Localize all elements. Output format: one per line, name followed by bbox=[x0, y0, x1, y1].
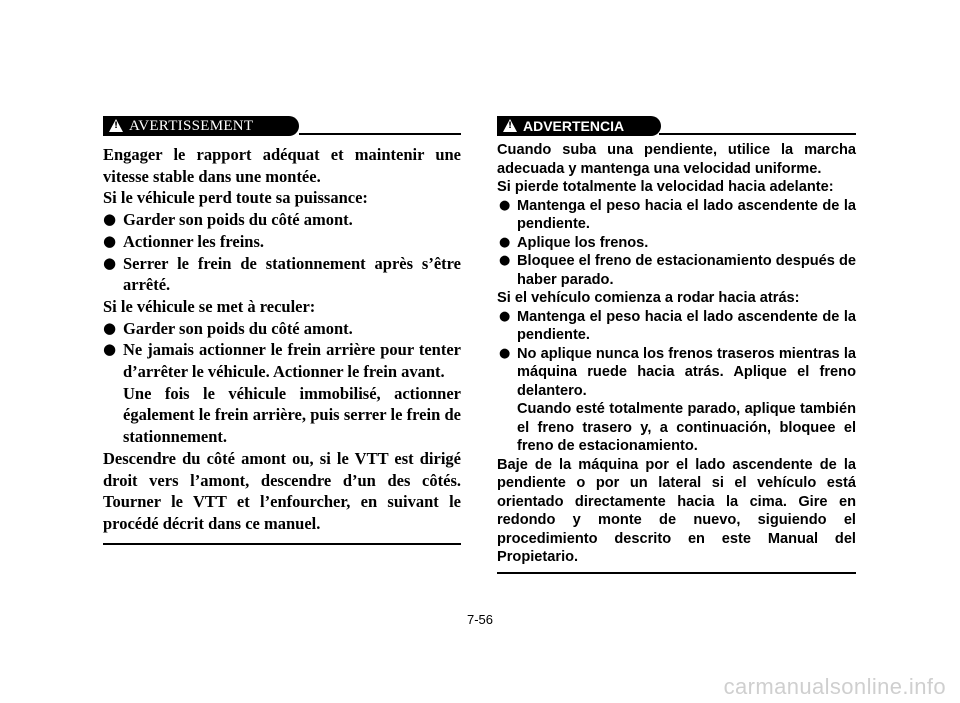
bullet-icon: ● bbox=[499, 345, 511, 361]
bullet-icon: ● bbox=[499, 197, 511, 213]
bullet-icon: ● bbox=[103, 231, 117, 250]
paragraph: Cuando suba una pendiente, utilice la marcha adecuada y mantenga una velocidad uniforme. bbox=[497, 142, 856, 177]
bullet-icon: ● bbox=[499, 253, 511, 268]
bullet-item: ● Actionner les freins. bbox=[103, 231, 264, 251]
paragraph: Engager le rapport adéquat et maintenir une vitesse stable dans une montée. bbox=[103, 145, 461, 186]
warning-badge bbox=[103, 116, 299, 136]
bullet-continuation: Une fois le véhicule immobilisé, actionner également le frein arrière, puis serrer le frein de stationnement. bbox=[123, 383, 461, 447]
warning-badge-label: AVERTISSEMENT bbox=[129, 117, 254, 134]
bullet-icon: ● bbox=[103, 210, 117, 229]
bullet-item: ● Aplique los frenos. bbox=[499, 234, 649, 251]
warning-body bbox=[497, 141, 856, 567]
warning-column-french bbox=[103, 116, 461, 545]
page-number: 7-56 bbox=[466, 612, 494, 627]
bullet-item: ● No aplique nunca los frenos traseros mientras la máquina ruede hacia atrás. Aplique el freno delantero. bbox=[499, 345, 856, 399]
warning-triangle-icon bbox=[109, 119, 123, 132]
bullet-icon: ● bbox=[103, 340, 117, 359]
paragraph: Si le véhicule perd toute sa puissance: bbox=[103, 188, 368, 208]
header-rule bbox=[659, 133, 856, 135]
paragraph: Baje de la máquina por el lado ascendente de la pendiente o por un lateral si el vehículo está orientado directamente hacia la cima. Gire en redondo y monte de nuevo, siguiendo el procedimiento descrito en este Manual del Propietario. bbox=[497, 456, 856, 565]
header-rule bbox=[299, 133, 461, 135]
warning-body bbox=[103, 144, 461, 535]
paragraph: Si el vehículo comienza a rodar hacia atrás: bbox=[497, 290, 800, 306]
bullet-icon: ● bbox=[499, 308, 511, 324]
bullet-item: ● Mantenga el peso hacia el lado ascendente de la pendiente. bbox=[499, 197, 856, 232]
warning-badge-label: ADVERTENCIA bbox=[523, 118, 625, 134]
warning-header bbox=[103, 116, 461, 138]
bullet-item: ● Garder son poids du côté amont. bbox=[103, 318, 353, 338]
bullet-item: ● Garder son poids du côté amont. bbox=[103, 210, 353, 230]
bullet-icon: ● bbox=[103, 318, 117, 337]
bullet-item: ● Bloquee el freno de estacionamiento después de haber parado. bbox=[499, 253, 856, 288]
watermark: carmanualsonline.info bbox=[723, 674, 946, 699]
bullet-item: ● Serrer le frein de stationnement après s’être arrêté. bbox=[103, 253, 461, 295]
paragraph: Si le véhicule se met à reculer: bbox=[103, 296, 316, 316]
bullet-icon: ● bbox=[499, 234, 511, 250]
end-rule bbox=[103, 543, 461, 545]
bullet-item: ● Ne jamais actionner le frein arrière pour tenter d’arrêter le véhicule. Actionner le frein avant. bbox=[103, 340, 461, 382]
paragraph: Descendre du côté amont ou, si le VTT est dirigé droit vers l’amont, descendre d’un des côtés. Tourner le VTT et l’enfourcher, en suivant le procédé décrit dans ce manuel. bbox=[103, 448, 461, 533]
end-rule bbox=[497, 572, 856, 574]
warning-header bbox=[497, 116, 856, 138]
warning-column-spanish bbox=[497, 116, 856, 574]
bullet-item: ● Mantenga el peso hacia el lado ascendente de la pendiente. bbox=[499, 308, 856, 343]
warning-badge bbox=[497, 116, 661, 136]
warning-triangle-icon bbox=[503, 119, 517, 132]
bullet-continuation: Cuando esté totalmente parado, aplique también el freno trasero y, a continuación, bloquee el freno de estacionamiento. bbox=[517, 401, 856, 454]
bullet-icon: ● bbox=[103, 253, 117, 272]
paragraph: Si pierde totalmente la velocidad hacia adelante: bbox=[497, 179, 834, 195]
